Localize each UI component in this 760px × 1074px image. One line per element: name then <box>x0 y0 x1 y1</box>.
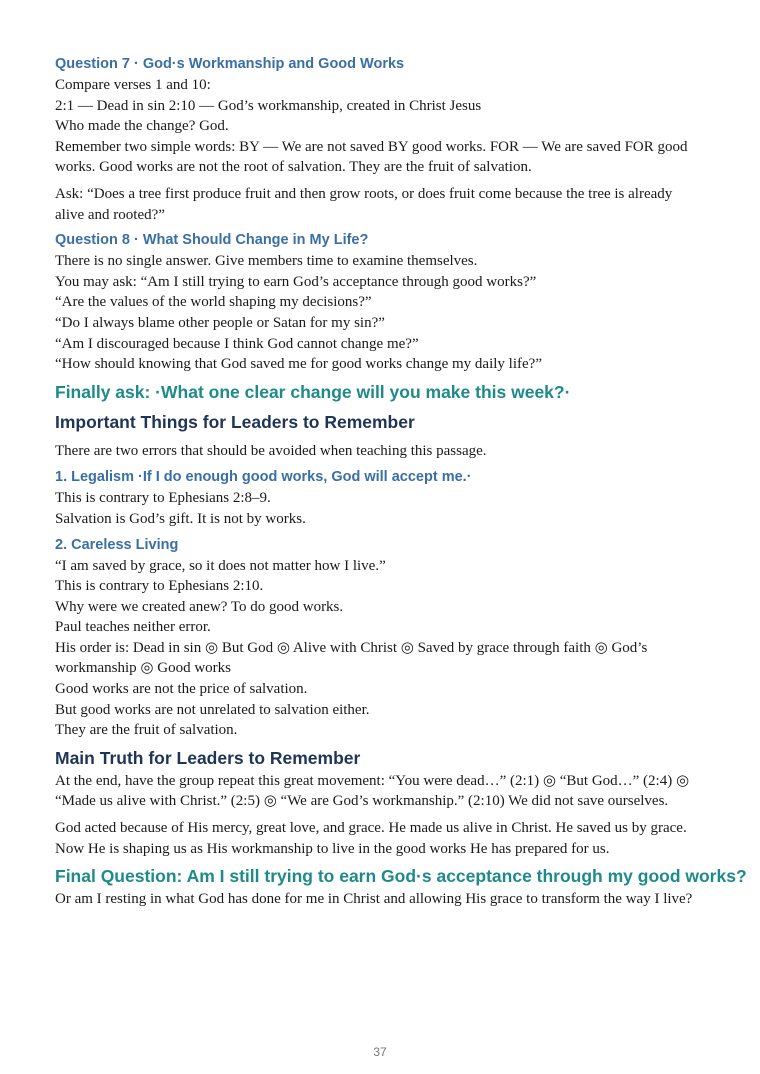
final-question-text: Or am I resting in what God has done for me in Christ and allowing His grace to transform the way I live? <box>55 891 693 908</box>
page-content <box>55 56 755 910</box>
careless-line: “I am saved by grace, so it does not matter how I live.” <box>55 557 386 574</box>
main-truth-heading: Main Truth for Leaders to Remember <box>55 747 361 768</box>
careless-living-heading: 2. Careless Living <box>55 536 179 553</box>
page-number: 37 <box>373 1045 387 1059</box>
legalism-body <box>55 488 755 529</box>
main-truth-paragraph-2: God acted because of His mercy, great love, and grace. He made us alive in Christ. He saved us by grace. Now He is shaping us as His workmanship to live in the good works He has prepared for us. <box>55 820 687 857</box>
careless-living-body <box>55 556 755 741</box>
finally-ask-heading: Finally ask: ·What one clear change will you make this week?· <box>55 381 571 402</box>
q8-line: “Are the values of the world shaping my decisions?” <box>55 294 372 311</box>
q7-line: Compare verses 1 and 10: <box>55 77 211 93</box>
careless-line: His order is: Dead in sin ◎ But God ◎ Alive with Christ ◎ Saved by grace through faith ◎ God’s workmanship ◎ Good works <box>55 639 648 677</box>
question-7-ask: Ask: “Does a tree first produce fruit and then grow roots, or does fruit come because the tree is already alive and rooted?” <box>55 185 673 223</box>
question-7-body <box>55 75 755 178</box>
q8-line: “Do I always blame other people or Satan for my sin?” <box>55 314 385 331</box>
important-heading: Important Things for Leaders to Remember <box>55 411 415 432</box>
careless-line: But good works are not unrelated to salvation either. <box>55 701 370 718</box>
q7-line: Remember two simple words: BY — We are not saved BY good works. FOR — We are saved FOR good works. Good works are not the root of salvation. They are the fruit of salvation. <box>55 138 688 176</box>
main-truth-paragraph-1: At the end, have the group repeat this great movement: “You were dead…” (2:1) ◎ “But God…” (2:4) ◎ “Made us alive with Christ.” (2:5) ◎ “We are God’s workmanship.” (2:10) We did not save ourselves. <box>55 772 690 810</box>
q7-line: 2:1 — Dead in sin 2:10 — God’s workmanship, created in Christ Jesus <box>55 97 482 114</box>
q8-line: You may ask: “Am I still trying to earn God’s acceptance through good works?” <box>55 273 537 290</box>
important-intro: There are two errors that should be avoided when teaching this passage. <box>55 442 487 459</box>
q8-line: “Am I discouraged because I think God cannot change me?” <box>55 335 419 352</box>
q8-line: “How should knowing that God saved me for good works change my daily life?” <box>55 356 542 373</box>
legalism-line: This is contrary to Ephesians 2:8–9. <box>55 490 271 507</box>
legalism-heading: 1. Legalism ·If I do enough good works, God will accept me.· <box>55 469 472 486</box>
question-8-heading: Question 8 · What Should Change in My Life? <box>55 232 369 249</box>
careless-line: They are the fruit of salvation. <box>55 722 238 739</box>
question-7-heading: Question 7 · God·s Workmanship and Good Works <box>55 56 405 72</box>
q7-line: Who made the change? God. <box>55 118 229 135</box>
question-8-body <box>55 251 755 375</box>
final-question-heading: Final Question: Am I still trying to earn God·s acceptance through my good works? <box>55 866 747 887</box>
careless-line: Why were we created anew? To do good works. <box>55 598 344 615</box>
q8-line: There is no single answer. Give members time to examine themselves. <box>55 253 478 270</box>
careless-line: This is contrary to Ephesians 2:10. <box>55 578 264 595</box>
careless-line: Good works are not the price of salvation. <box>55 681 308 698</box>
careless-line: Paul teaches neither error. <box>55 619 211 636</box>
legalism-line: Salvation is God’s gift. It is not by works. <box>55 510 306 527</box>
